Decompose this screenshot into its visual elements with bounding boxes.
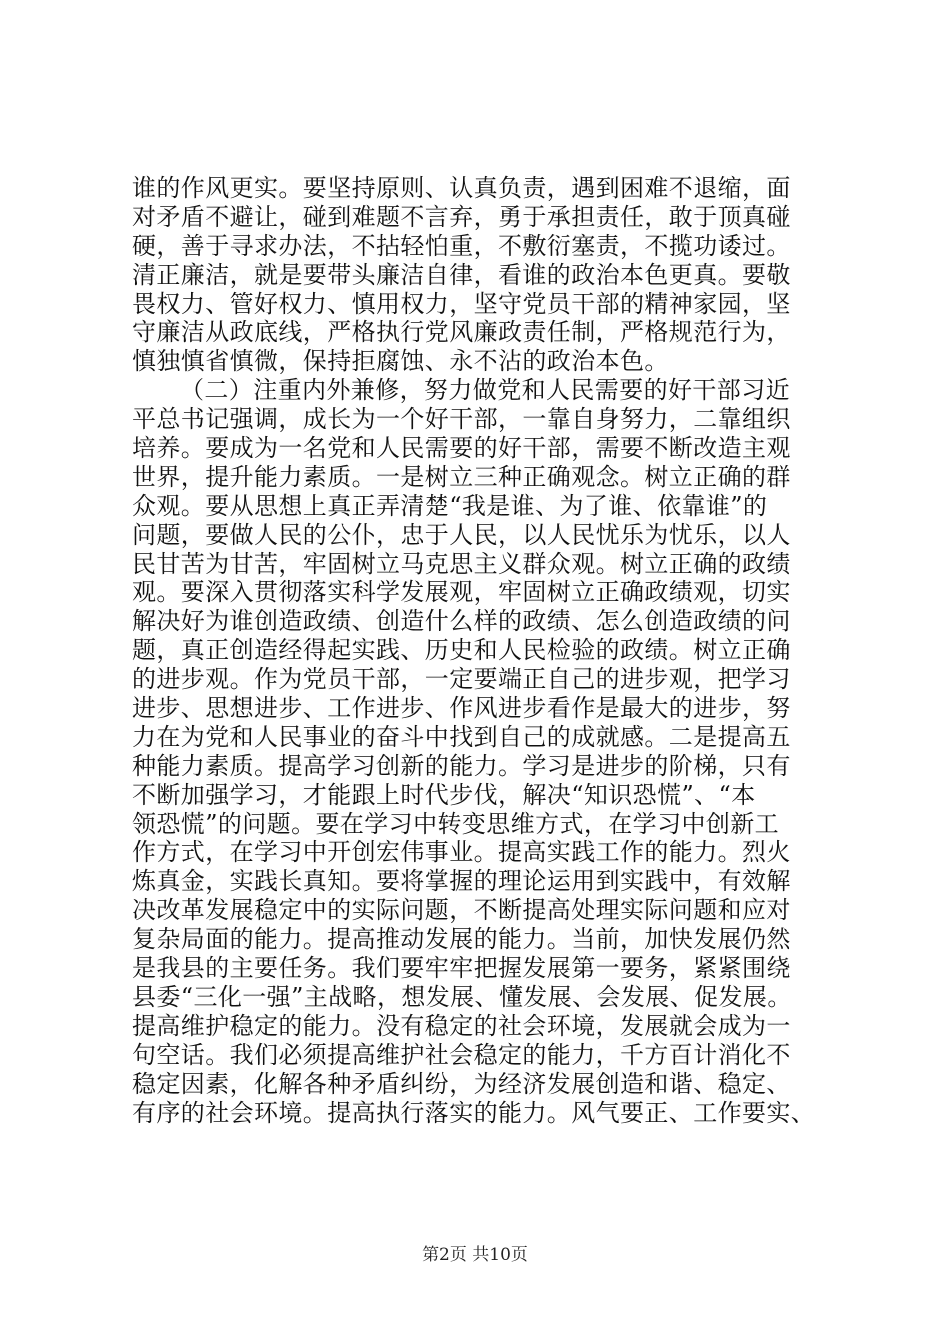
text-line: 进步、思想进步、工作进步、作风进步看作是最大的进步，努 xyxy=(132,694,791,723)
text-line: 观。要深入贯彻落实科学发展观，牢固树立正确政绩观，切实 xyxy=(132,578,791,607)
text-line: 不断加强学习，才能跟上时代步伐，解决“知识恐慌”、“本 xyxy=(132,780,756,809)
text-line: 对矛盾不避让，碰到难题不言弃，勇于承担责任，敢于顶真碰 xyxy=(132,202,791,231)
text-line: 题，真正创造经得起实践、历史和人民检验的政绩。树立正确 xyxy=(132,636,791,665)
section-heading-line: （二）注重内外兼修，努力做党和人民需要的好干部习近 xyxy=(180,376,790,405)
text-line: 守廉洁从政底线，严格执行党风廉政责任制，严格规范行为， xyxy=(132,318,791,347)
body-text xyxy=(132,174,852,1127)
text-line: 硬，善于寻求办法，不拈轻怕重，不敷衍塞责，不揽功诿过。 xyxy=(132,231,791,260)
text-line: 县委“三化一强”主战略，想发展、懂发展、会发展、促发展。 xyxy=(132,982,792,1011)
text-line: 作方式，在学习中开创宏伟事业。提高实践工作的能力。烈火 xyxy=(132,838,791,867)
text-line: 的进步观。作为党员干部，一定要端正自己的进步观，把学习 xyxy=(132,665,791,694)
text-line: 谁的作风更实。要坚持原则、认真负责，遇到困难不退缩，面 xyxy=(132,174,791,202)
text-line: 力在为党和人民事业的奋斗中找到自己的成就感。二是提高五 xyxy=(132,722,791,751)
text-line: 平总书记强调，成长为一个好干部，一靠自身努力，二靠组织 xyxy=(132,405,791,434)
text-line: 众观。要从思想上真正弄清楚“我是谁、为了谁、依靠谁”的 xyxy=(132,491,768,520)
text-line: 稳定因素，化解各种矛盾纠纷，为经济发展创造和谐、稳定、 xyxy=(132,1069,791,1098)
text-line: 世界，提升能力素质。一是树立三种正确观念。树立正确的群 xyxy=(132,462,791,491)
text-line: 复杂局面的能力。提高推动发展的能力。当前，加快发展仍然 xyxy=(132,925,791,954)
text-line: 培养。要成为一名党和人民需要的好干部，需要不断改造主观 xyxy=(132,434,791,463)
text-line: 问题，要做人民的公仆，忠于人民，以人民忧乐为忧乐，以人 xyxy=(132,520,791,549)
text-line: 清正廉洁，就是要带头廉洁自律，看谁的政治本色更真。要敬 xyxy=(132,260,791,289)
text-line: 慎独慎省慎微，保持拒腐蚀、永不沾的政治本色。 xyxy=(132,347,669,376)
text-line: 句空话。我们必须提高维护社会稳定的能力，千方百计消化不 xyxy=(132,1040,791,1069)
text-line: 炼真金，实践长真知。要将掌握的理论运用到实践中，有效解 xyxy=(132,867,791,896)
text-line: 决改革发展稳定中的实际问题，不断提高处理实际问题和应对 xyxy=(132,896,791,925)
text-line: 有序的社会环境。提高执行落实的能力。风气要正、工作要实、 xyxy=(132,1098,816,1127)
text-line: 提高维护稳定的能力。没有稳定的社会环境，发展就会成为一 xyxy=(132,1011,791,1040)
text-line: 是我县的主要任务。我们要牢牢把握发展第一要务，紧紧围绕 xyxy=(132,954,791,983)
text-line: 畏权力、管好权力、慎用权力，坚守党员干部的精神家园，坚 xyxy=(132,289,791,318)
text-line: 民甘苦为甘苦，牢固树立马克思主义群众观。树立正确的政绩 xyxy=(132,549,791,578)
text-line: 解决好为谁创造政绩、创造什么样的政绩、怎么创造政绩的问 xyxy=(132,607,791,636)
text-line: 种能力素质。提高学习创新的能力。学习是进步的阶梯，只有 xyxy=(132,751,791,780)
page-number-footer: 第2页 共10页 xyxy=(422,1245,528,1265)
text-line: 领恐慌”的问题。要在学习中转变思维方式，在学习中创新工 xyxy=(132,809,780,838)
